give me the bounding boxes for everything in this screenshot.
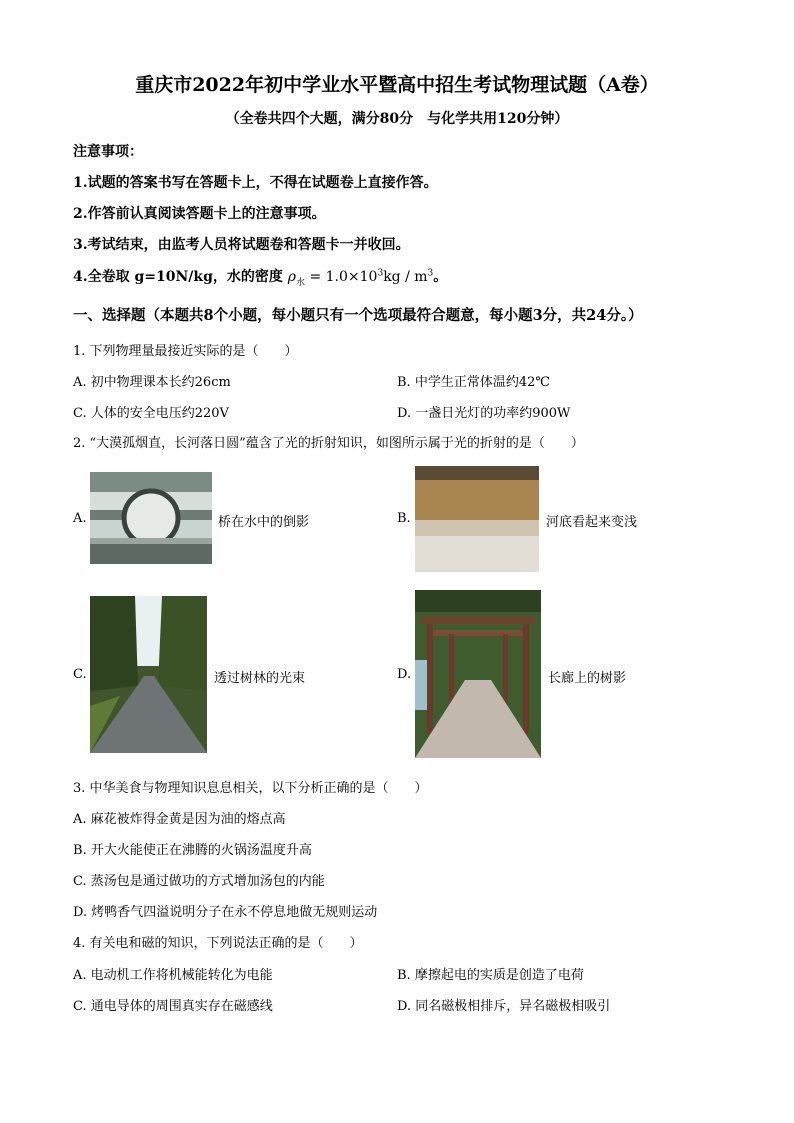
note-item-3: 3.考试结束，由监考人员将试题卷和答题卡一并收回。 bbox=[73, 237, 410, 253]
question-4-option-b: B. 摩擦起电的实质是创造了电荷 bbox=[397, 968, 584, 983]
question-1-option-a: A. 初中物理课本长约26cm bbox=[73, 375, 231, 390]
question-2-label-c: C. bbox=[73, 667, 87, 682]
question-2-caption-a: 桥在水中的倒影 bbox=[218, 515, 310, 530]
question-2-stem: 2. “大漠孤烟直，长河落日圆”蕴含了光的折射知识，如图所示属于光的折射的是（ ） bbox=[73, 436, 584, 451]
forest-light-photo bbox=[90, 596, 207, 753]
rho-symbol: ρ bbox=[287, 269, 296, 285]
density-value: = 1.0×10 bbox=[305, 269, 378, 285]
question-3-stem: 3. 中华美食与物理知识息息相关，以下分析正确的是（ ） bbox=[73, 781, 428, 796]
notes-heading: 注意事项： bbox=[73, 144, 143, 160]
question-4-stem: 4. 有关电和磁的知识，下列说法正确的是（ ） bbox=[73, 936, 363, 951]
corridor-shadow-photo bbox=[415, 590, 541, 758]
question-2-label-b: B. bbox=[397, 511, 411, 526]
question-1-option-c: C. 人体的安全电压约220V bbox=[73, 406, 229, 421]
note-item-4-prefix: 4.全卷取 g=10N/kg，水的密度 bbox=[73, 269, 283, 285]
question-3-option-d: D. 烤鸭香气四溢说明分子在永不停息地做无规则运动 bbox=[73, 905, 378, 920]
note-item-1: 1.试题的答案书写在答题卡上，不得在试题卷上直接作答。 bbox=[73, 175, 438, 191]
question-2-label-d: D. bbox=[397, 667, 412, 682]
question-2-caption-d: 长廊上的树影 bbox=[548, 671, 627, 686]
question-4-option-c: C. 通电导体的周围真实存在磁感线 bbox=[73, 999, 273, 1014]
question-2-label-a: A. bbox=[73, 511, 87, 526]
exam-title: 重庆市2022年初中学业水平暨高中招生考试物理试题（A卷） bbox=[135, 74, 659, 96]
bridge-reflection-photo bbox=[90, 472, 212, 564]
question-1-option-b: B. 中学生正常体温约42℃ bbox=[397, 375, 550, 390]
question-3-option-c: C. 蒸汤包是通过做功的方式增加汤包的内能 bbox=[73, 874, 325, 889]
note-item-4-end: 。 bbox=[433, 269, 448, 285]
rho-subscript: 水 bbox=[296, 277, 306, 288]
exam-subtitle: （全卷共四个大题，满分80分 与化学共用120分钟） bbox=[225, 111, 569, 127]
question-3-option-a: A. 麻花被炸得金黄是因为油的熔点高 bbox=[73, 812, 286, 827]
question-2-caption-c: 透过树林的光束 bbox=[214, 671, 306, 686]
question-2-caption-b: 河底看起来变浅 bbox=[546, 515, 638, 530]
question-4-option-a: A. 电动机工作将机械能转化为电能 bbox=[73, 968, 273, 983]
question-3-option-b: B. 开大火能使正在沸腾的火锅汤温度升高 bbox=[73, 843, 312, 858]
density-unit-exponent: 3 bbox=[427, 268, 434, 279]
question-1-stem: 1. 下列物理量最接近实际的是（ ） bbox=[73, 344, 298, 359]
density-unit: kg / m bbox=[383, 269, 428, 285]
question-4-option-d: D. 同名磁极相排斥，异名磁极相吸引 bbox=[397, 999, 611, 1014]
note-item-2: 2.作答前认真阅读答题卡上的注意事项。 bbox=[73, 206, 326, 222]
riverbed-photo bbox=[415, 466, 539, 572]
density-exponent: 3 bbox=[377, 268, 384, 279]
question-1-option-d: D. 一盏日光灯的功率约900W bbox=[397, 406, 571, 421]
note-item-4 bbox=[73, 266, 447, 288]
section-1-heading: 一、选择题（本题共8个小题，每小题只有一个选项最符合题意，每小题3分，共24分。） bbox=[73, 307, 643, 324]
